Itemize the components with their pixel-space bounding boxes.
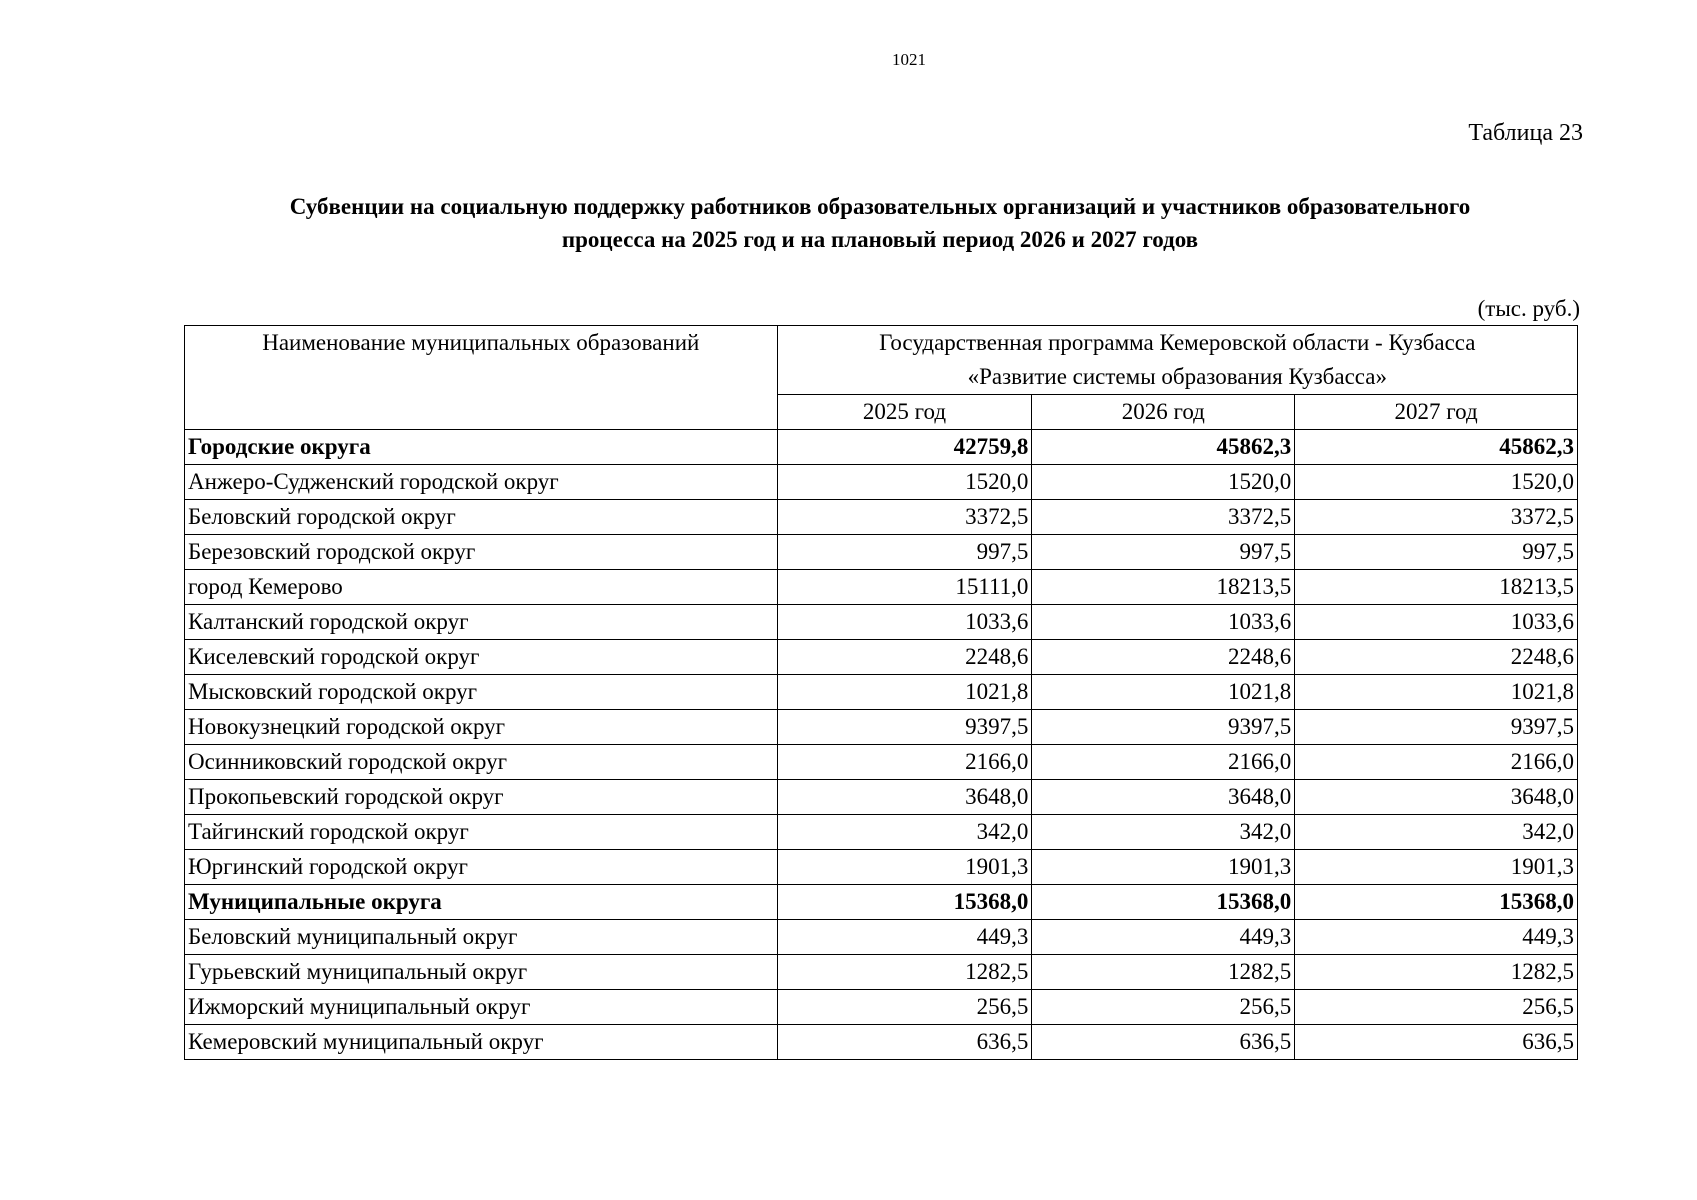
value-2026-cell: 1901,3 bbox=[1032, 850, 1295, 885]
value-2025-cell: 997,5 bbox=[777, 535, 1032, 570]
table-row bbox=[185, 1025, 1578, 1060]
municipality-name-cell: Муниципальные округа bbox=[185, 885, 778, 920]
value-2025-cell: 1033,6 bbox=[777, 605, 1032, 640]
value-2026-cell: 449,3 bbox=[1032, 920, 1295, 955]
value-2027-cell: 636,5 bbox=[1295, 1025, 1578, 1060]
table-row bbox=[185, 850, 1578, 885]
value-2027-cell: 1021,8 bbox=[1295, 675, 1578, 710]
value-2027-cell: 3372,5 bbox=[1295, 500, 1578, 535]
municipality-name-cell: Ижморский муниципальный округ bbox=[185, 990, 778, 1025]
municipality-name-cell: Кемеровский муниципальный округ bbox=[185, 1025, 778, 1060]
value-2026-cell: 1520,0 bbox=[1032, 465, 1295, 500]
value-2026-cell: 342,0 bbox=[1032, 815, 1295, 850]
table-row bbox=[185, 990, 1578, 1025]
value-2025-cell: 256,5 bbox=[777, 990, 1032, 1025]
value-2025-cell: 15111,0 bbox=[777, 570, 1032, 605]
table-row bbox=[185, 815, 1578, 850]
table-row bbox=[185, 780, 1578, 815]
value-2025-cell: 15368,0 bbox=[777, 885, 1032, 920]
value-2027-cell: 18213,5 bbox=[1295, 570, 1578, 605]
value-2025-cell: 9397,5 bbox=[777, 710, 1032, 745]
value-2026-cell: 9397,5 bbox=[1032, 710, 1295, 745]
value-2026-cell: 636,5 bbox=[1032, 1025, 1295, 1060]
table-group-row bbox=[185, 430, 1578, 465]
value-2026-cell: 1021,8 bbox=[1032, 675, 1295, 710]
municipality-name-cell: Березовский городской округ bbox=[185, 535, 778, 570]
value-2025-cell: 1520,0 bbox=[777, 465, 1032, 500]
value-2027-cell: 2166,0 bbox=[1295, 745, 1578, 780]
subventions-table bbox=[184, 325, 1578, 1060]
document-title bbox=[180, 190, 1580, 256]
table-body bbox=[185, 430, 1578, 1060]
value-2026-cell: 1033,6 bbox=[1032, 605, 1295, 640]
table-row bbox=[185, 745, 1578, 780]
municipality-name-cell: Городские округа bbox=[185, 430, 778, 465]
table-row bbox=[185, 640, 1578, 675]
municipality-name-cell: Беловский городской округ bbox=[185, 500, 778, 535]
table-group-row bbox=[185, 885, 1578, 920]
value-2027-cell: 9397,5 bbox=[1295, 710, 1578, 745]
value-2027-cell: 2248,6 bbox=[1295, 640, 1578, 675]
document-title-line-2: процесса на 2025 год и на плановый период 2026 и 2027 годов bbox=[561, 227, 1199, 252]
value-2026-cell: 997,5 bbox=[1032, 535, 1295, 570]
value-2025-cell: 42759,8 bbox=[777, 430, 1032, 465]
value-2027-cell: 45862,3 bbox=[1295, 430, 1578, 465]
value-2026-cell: 1282,5 bbox=[1032, 955, 1295, 990]
value-2026-cell: 3372,5 bbox=[1032, 500, 1295, 535]
value-2026-cell: 45862,3 bbox=[1032, 430, 1295, 465]
table-row bbox=[185, 955, 1578, 990]
municipality-name-cell: Калтанский городской округ bbox=[185, 605, 778, 640]
municipality-name-cell: Тайгинский городской округ bbox=[185, 815, 778, 850]
value-2025-cell: 449,3 bbox=[777, 920, 1032, 955]
table-label: Таблица 23 bbox=[1468, 120, 1583, 146]
header-municipality-name: Наименование муниципальных образований bbox=[185, 326, 778, 430]
value-2025-cell: 636,5 bbox=[777, 1025, 1032, 1060]
value-2027-cell: 449,3 bbox=[1295, 920, 1578, 955]
value-2027-cell: 15368,0 bbox=[1295, 885, 1578, 920]
document-title-line-1: Субвенции на социальную поддержку работников образовательных организаций и участников образовательного bbox=[289, 194, 1471, 219]
municipality-name-cell: Новокузнецкий городской округ bbox=[185, 710, 778, 745]
header-program-line-1: Государственная программа Кемеровской области - Кузбасса bbox=[879, 330, 1476, 355]
value-2026-cell: 2248,6 bbox=[1032, 640, 1295, 675]
table-row bbox=[185, 570, 1578, 605]
value-2026-cell: 15368,0 bbox=[1032, 885, 1295, 920]
value-2027-cell: 997,5 bbox=[1295, 535, 1578, 570]
value-2025-cell: 3372,5 bbox=[777, 500, 1032, 535]
table-row bbox=[185, 920, 1578, 955]
value-2025-cell: 3648,0 bbox=[777, 780, 1032, 815]
table-row bbox=[185, 675, 1578, 710]
table-row bbox=[185, 465, 1578, 500]
value-2026-cell: 3648,0 bbox=[1032, 780, 1295, 815]
value-2027-cell: 342,0 bbox=[1295, 815, 1578, 850]
value-2026-cell: 256,5 bbox=[1032, 990, 1295, 1025]
municipality-name-cell: Анжеро-Судженский городской округ bbox=[185, 465, 778, 500]
table-row bbox=[185, 500, 1578, 535]
value-2027-cell: 1520,0 bbox=[1295, 465, 1578, 500]
municipality-name-cell: Беловский муниципальный округ bbox=[185, 920, 778, 955]
value-2025-cell: 1021,8 bbox=[777, 675, 1032, 710]
table-header bbox=[185, 326, 1578, 430]
table-row bbox=[185, 605, 1578, 640]
value-2025-cell: 342,0 bbox=[777, 815, 1032, 850]
header-program-line-2: «Развитие системы образования Кузбасса» bbox=[967, 364, 1387, 389]
value-2027-cell: 256,5 bbox=[1295, 990, 1578, 1025]
value-2027-cell: 1033,6 bbox=[1295, 605, 1578, 640]
value-2025-cell: 2248,6 bbox=[777, 640, 1032, 675]
municipality-name-cell: город Кемерово bbox=[185, 570, 778, 605]
value-2025-cell: 2166,0 bbox=[777, 745, 1032, 780]
page-number: 1021 bbox=[892, 50, 926, 69]
header-program bbox=[777, 326, 1577, 395]
municipality-name-cell: Юргинский городской округ bbox=[185, 850, 778, 885]
value-2026-cell: 18213,5 bbox=[1032, 570, 1295, 605]
municipality-name-cell: Осинниковский городской округ bbox=[185, 745, 778, 780]
table-row bbox=[185, 535, 1578, 570]
municipality-name-cell: Киселевский городской округ bbox=[185, 640, 778, 675]
value-2026-cell: 2166,0 bbox=[1032, 745, 1295, 780]
municipality-name-cell: Прокопьевский городской округ bbox=[185, 780, 778, 815]
value-2025-cell: 1282,5 bbox=[777, 955, 1032, 990]
municipality-name-cell: Мысковский городской округ bbox=[185, 675, 778, 710]
municipality-name-cell: Гурьевский муниципальный округ bbox=[185, 955, 778, 990]
value-2027-cell: 1901,3 bbox=[1295, 850, 1578, 885]
table-row bbox=[185, 710, 1578, 745]
value-2025-cell: 1901,3 bbox=[777, 850, 1032, 885]
header-year-2027: 2027 год bbox=[1295, 395, 1578, 430]
header-year-2026: 2026 год bbox=[1032, 395, 1295, 430]
value-2027-cell: 3648,0 bbox=[1295, 780, 1578, 815]
header-year-2025: 2025 год bbox=[777, 395, 1032, 430]
units-label: (тыс. руб.) bbox=[1477, 296, 1580, 321]
value-2027-cell: 1282,5 bbox=[1295, 955, 1578, 990]
